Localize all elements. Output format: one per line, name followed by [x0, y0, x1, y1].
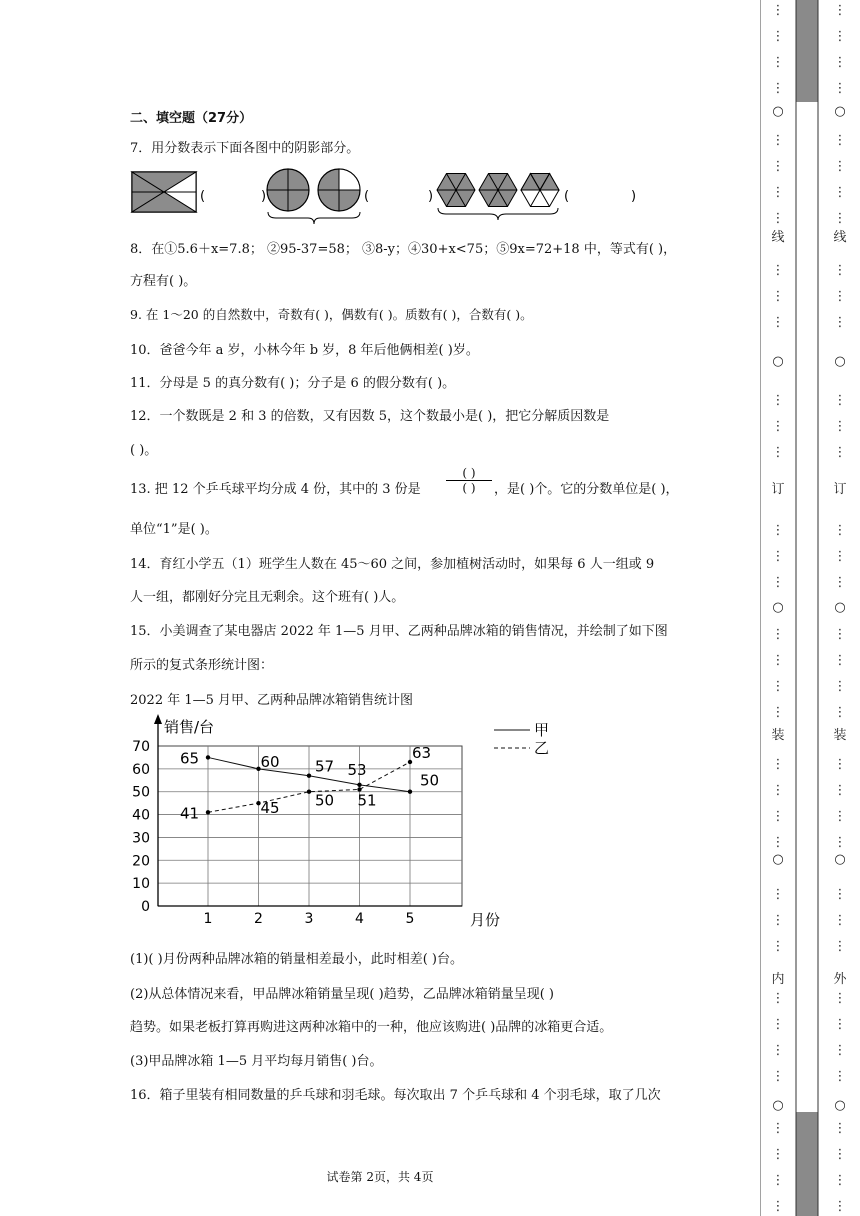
- binding-dots: ⋮: [771, 991, 785, 1006]
- section-title: 二、填空题（27分）: [130, 111, 253, 126]
- binding-dots: ⋮: [833, 991, 847, 1006]
- binding-dots: ⋮: [833, 939, 847, 954]
- binding-dots: ⋮: [771, 783, 785, 798]
- question-15-line1: 15．小美调查了某电器店 2022 年 1—5 月甲、乙两种品牌冰箱的销售情况，并绘制了如下图: [130, 624, 668, 639]
- binding-dots: ⋮: [771, 757, 785, 772]
- binding-circle: ○: [834, 600, 846, 615]
- y-tick-label: 70: [132, 739, 150, 755]
- data-label: 53: [347, 760, 367, 779]
- question-13-a: 13. 把 12 个乒乓球平均分成 4 份，其中的 3 份是: [130, 482, 421, 497]
- binding-dots: ⋮: [833, 1173, 847, 1188]
- binding-char: 线: [771, 230, 785, 245]
- binding-dots: ⋮: [771, 133, 785, 148]
- binding-dots: ⋮: [833, 653, 847, 668]
- binding-dots: ⋮: [771, 81, 785, 96]
- question-15-sub1: (1)( )月份两种品牌冰箱的销量相差最小，此时相差( )台。: [130, 952, 463, 967]
- binding-dots: ⋮: [771, 1199, 785, 1214]
- binding-dots: ⋮: [771, 549, 785, 564]
- gray-bar-top: [796, 0, 818, 102]
- paren-2: ): [261, 189, 267, 204]
- y-tick-label: 60: [132, 761, 150, 778]
- binding-dots: ⋮: [771, 211, 785, 226]
- binding-dots: ⋮: [833, 783, 847, 798]
- binding-margin: [760, 0, 860, 1216]
- binding-dots: ⋮: [771, 159, 785, 174]
- binding-dots: ⋮: [833, 523, 847, 538]
- question-16: 16．箱子里装有相同数量的乒乓球和羽毛球。每次取出 7 个乒乓球和 4 个羽毛球，取了几次: [130, 1088, 661, 1103]
- binding-circle: ○: [772, 852, 784, 867]
- data-point: [206, 810, 210, 814]
- y-tick-label: 20: [132, 853, 150, 870]
- binding-circle: ○: [772, 1098, 784, 1113]
- binding-dots: ⋮: [833, 315, 847, 330]
- binding-dots: ⋮: [771, 679, 785, 694]
- binding-dots: ⋮: [833, 549, 847, 564]
- binding-dots: ⋮: [771, 29, 785, 44]
- binding-dots: ⋮: [833, 757, 847, 772]
- binding-dots: ⋮: [771, 835, 785, 850]
- binding-dots: ⋮: [771, 263, 785, 278]
- legend-label: 甲: [534, 721, 550, 739]
- page-footer: 试卷第 2页，共 4页: [326, 1170, 434, 1184]
- binding-circle: ○: [772, 600, 784, 615]
- question-7: 7．用分数表示下面各图中的阴影部分。: [130, 141, 360, 156]
- binding-dots: ⋮: [771, 575, 785, 590]
- binding-circle: ○: [834, 1098, 846, 1113]
- binding-dots: ⋮: [833, 1147, 847, 1162]
- question-8-line2: 方程有( )。: [130, 274, 197, 289]
- rectangle-figure: [132, 172, 196, 212]
- y-tick-label: 30: [132, 830, 150, 847]
- binding-dots: ⋮: [771, 653, 785, 668]
- binding-dots: ⋮: [833, 1199, 847, 1214]
- question-15-line2: 所示的复式条形统计图：: [130, 658, 274, 673]
- x-tick-label: 2: [254, 911, 263, 927]
- binding-dots: ⋮: [771, 913, 785, 928]
- binding-circle: ○: [772, 104, 784, 119]
- binding-char: 装: [833, 728, 847, 743]
- y-tick-label: 40: [132, 807, 150, 824]
- binding-dots: ⋮: [833, 393, 847, 408]
- binding-char: 订: [833, 482, 847, 497]
- binding-dots: ⋮: [833, 185, 847, 200]
- paren-1: (: [200, 189, 206, 204]
- paren-3: (: [364, 189, 370, 204]
- data-label: 65: [180, 749, 200, 768]
- y-axis-label: 销售/台: [164, 718, 215, 736]
- binding-dots: ⋮: [833, 887, 847, 902]
- question-15-sub3: (3)甲品牌冰箱 1—5 月平均每月销售( )台。: [130, 1054, 383, 1069]
- paren-5: (: [564, 189, 570, 204]
- data-point: [206, 755, 210, 759]
- binding-char: 订: [771, 482, 785, 497]
- binding-dots: ⋮: [771, 3, 785, 18]
- binding-circle: ○: [834, 104, 846, 119]
- data-point: [357, 783, 361, 787]
- question-9: 9. 在 1～20 的自然数中，奇数有( )，偶数有( )。质数有( )，合数有( )。: [130, 307, 533, 322]
- question-12-line1: 12．一个数既是 2 和 3 的倍数，又有因数 5，这个数最小是( )，把它分解质因数是: [130, 409, 610, 424]
- question-11: 11．分母是 5 的真分数有( )；分子是 6 的假分数有( )。: [130, 376, 456, 391]
- binding-dots: ⋮: [771, 809, 785, 824]
- binding-char: 内: [771, 972, 785, 987]
- question-12-line2: ( )。: [130, 443, 158, 458]
- question-14-line1: 14．育红小学五（1）班学生人数在 45～60 之间，参加植树活动时，如果每 6 人一组或 9: [130, 557, 655, 572]
- line-chart: [120, 710, 560, 935]
- binding-dots: ⋮: [833, 913, 847, 928]
- binding-dots: ⋮: [771, 1121, 785, 1136]
- binding-dots: ⋮: [771, 393, 785, 408]
- binding-dots: ⋮: [833, 627, 847, 642]
- fraction-blank: [446, 466, 492, 495]
- question-14-line2: 人一组，都刚好分完且无剩余。这个班有( )人。: [130, 590, 405, 605]
- data-label: 51: [357, 791, 377, 810]
- y-tick-label: 0: [141, 899, 150, 915]
- hexagons-figure: [437, 174, 559, 221]
- binding-dots: ⋮: [771, 1069, 785, 1084]
- binding-dots: ⋮: [771, 939, 785, 954]
- binding-dots: ⋮: [833, 133, 847, 148]
- chart-title: 2022 年 1—5 月甲、乙两种品牌冰箱销售统计图: [130, 693, 414, 708]
- circles-figure: [267, 169, 360, 224]
- binding-dots: ⋮: [771, 315, 785, 330]
- binding-dots: ⋮: [833, 211, 847, 226]
- y-tick-label: 50: [132, 784, 150, 801]
- data-point: [307, 790, 311, 794]
- binding-dots: ⋮: [771, 1173, 785, 1188]
- binding-dots: ⋮: [833, 81, 847, 96]
- plot-frame: [158, 746, 462, 906]
- binding-dots: ⋮: [771, 185, 785, 200]
- binding-dots: ⋮: [771, 1147, 785, 1162]
- binding-dots: ⋮: [833, 575, 847, 590]
- binding-circle: ○: [834, 852, 846, 867]
- binding-dots: ⋮: [833, 1017, 847, 1032]
- y-axis-arrow: [154, 714, 162, 724]
- data-label: 50: [315, 791, 335, 810]
- data-point: [408, 790, 412, 794]
- data-label: 63: [412, 744, 432, 762]
- question-10: 10．爸爸今年 a 岁，小林今年 b 岁，8 年后他俩相差( )岁。: [130, 343, 479, 358]
- data-label: 60: [260, 752, 280, 771]
- x-tick-label: 3: [304, 911, 314, 927]
- binding-dots: ⋮: [833, 835, 847, 850]
- binding-dots: ⋮: [833, 263, 847, 278]
- binding-dots: ⋮: [833, 1121, 847, 1136]
- binding-dots: ⋮: [833, 159, 847, 174]
- binding-dots: ⋮: [833, 419, 847, 434]
- x-tick-label: 1: [203, 911, 213, 927]
- paren-4: ): [428, 189, 434, 204]
- binding-dots: ⋮: [771, 627, 785, 642]
- x-tick-label: 5: [405, 911, 415, 927]
- x-tick-label: 4: [355, 911, 364, 927]
- data-label: 57: [315, 757, 335, 776]
- binding-dots: ⋮: [771, 289, 785, 304]
- binding-dots: ⋮: [771, 705, 785, 720]
- question-8-line1: 8．在①5.6＋x=7.8； ②95-37=58； ③8-y；④30+x<75；⑤9x=72+18 中，等式有( )，: [130, 242, 677, 257]
- data-point: [307, 774, 311, 778]
- binding-dots: ⋮: [833, 705, 847, 720]
- binding-char: 线: [833, 230, 847, 245]
- binding-dots: ⋮: [833, 3, 847, 18]
- data-label: 45: [260, 799, 280, 818]
- binding-char: 外: [833, 972, 847, 987]
- x-axis-label: 月份: [470, 911, 501, 929]
- data-label: 50: [420, 771, 440, 790]
- fraction-figures: [128, 162, 658, 224]
- binding-dots: ⋮: [771, 419, 785, 434]
- question-13-line2: 单位“1”是( )。: [130, 522, 218, 537]
- question-15-sub2-line1: (2)从总体情况来看，甲品牌冰箱销量呈现( )趋势，乙品牌冰箱销量呈现( ): [130, 987, 554, 1002]
- binding-dots: ⋮: [833, 289, 847, 304]
- y-tick-label: 10: [132, 876, 150, 893]
- fraction-denominator: ( ): [446, 480, 492, 495]
- binding-char: 装: [771, 728, 785, 743]
- data-label: 41: [180, 804, 200, 823]
- binding-dots: ⋮: [771, 523, 785, 538]
- fraction-numerator: ( ): [462, 466, 476, 480]
- binding-dots: ⋮: [833, 679, 847, 694]
- binding-dots: ⋮: [833, 55, 847, 70]
- legend-label: 乙: [534, 739, 550, 757]
- binding-dots: ⋮: [771, 1043, 785, 1058]
- question-15-sub2-line2: 趋势。如果老板打算再购进这两种冰箱中的一种，他应该购进( )品牌的冰箱更合适。: [130, 1020, 613, 1035]
- binding-dots: ⋮: [833, 1043, 847, 1058]
- binding-dots: ⋮: [833, 445, 847, 460]
- binding-dots: ⋮: [771, 887, 785, 902]
- question-13-b: ，是( )个。它的分数单位是( )，: [494, 482, 679, 497]
- binding-dots: ⋮: [833, 809, 847, 824]
- binding-circle: ○: [772, 354, 784, 369]
- binding-dots: ⋮: [771, 1017, 785, 1032]
- binding-circle: ○: [834, 354, 846, 369]
- binding-dots: ⋮: [833, 29, 847, 44]
- binding-dots: ⋮: [771, 445, 785, 460]
- binding-dots: ⋮: [771, 55, 785, 70]
- paren-6: ): [631, 189, 637, 204]
- binding-dots: ⋮: [833, 1069, 847, 1084]
- gray-bar-bottom: [796, 1112, 818, 1216]
